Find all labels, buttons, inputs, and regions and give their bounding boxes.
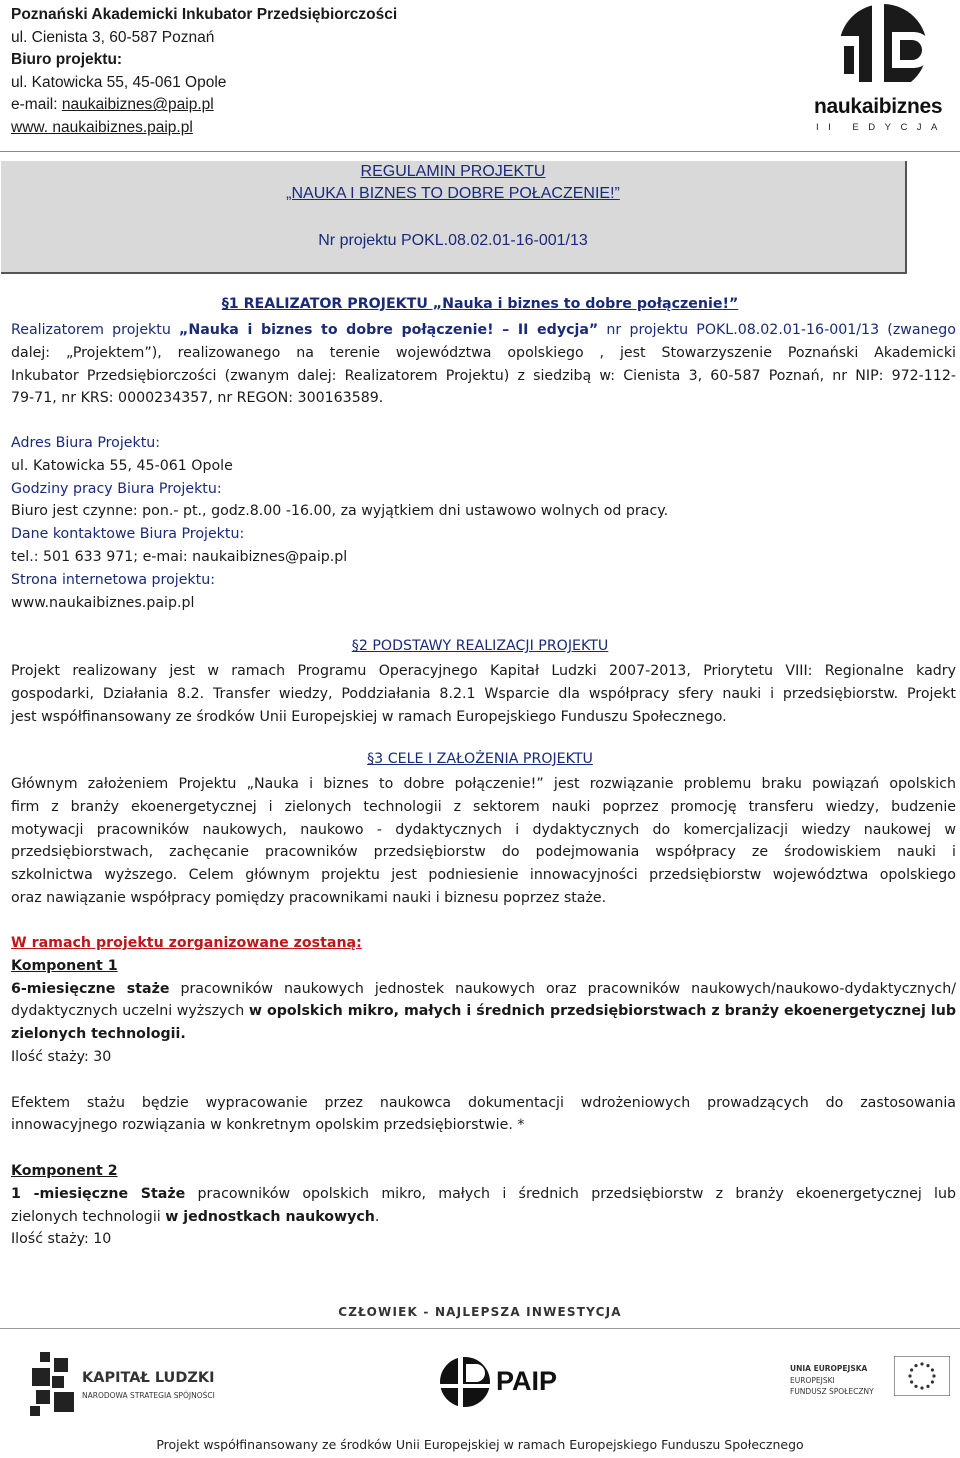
eu-name: UNIA EUROPEJSKA <box>790 1364 868 1373</box>
component1-title: Komponent 1 <box>11 957 118 974</box>
section1-line-1: Realizatorem projektu „Nauka i biznes to dobre połączenie! – II edycja” nr projektu POKL.08.02.01-16-001/13 (zwanego <box>11 322 956 338</box>
eu-fund-2: FUNDUSZ SPOŁECZNY <box>790 1387 874 1396</box>
section2-heading: §2 PODSTAWY REALIZACJI PROJEKTU <box>351 638 609 654</box>
header-address <box>11 4 397 140</box>
regulation-title: REGULAMIN PROJEKTU <box>360 163 546 180</box>
component2-count: Ilość staży: 10 <box>11 1231 112 1248</box>
section3-line-4: przedsiębiorstwach, zachęcanie pracowników przedsiębiorstw do podejmowania współpracy ze środowiskiem nauki i <box>11 844 956 861</box>
naukaibiznes-logo <box>808 2 958 140</box>
contact-heading: Dane kontaktowe Biura Projektu: <box>11 526 245 543</box>
title-box <box>1 161 907 274</box>
section2-line-2: gospodarki, Działania 8.2. Transfer wiedzy, Poddziałania 8.2.1 Wsparcie dla współpracy sfery nauki i przedsiębiorstw. Projekt <box>11 685 956 702</box>
hours-value: Biuro jest czynne: pon.- pt., godz.8.00 -16.00, za wyjątkiem dni ustawowo wolnych od pracy. <box>11 503 669 520</box>
section1-body <box>11 319 956 410</box>
email-line <box>11 94 397 117</box>
kl-name: KAPITAŁ LUDZKI <box>82 1370 215 1386</box>
section2-line-1: Projekt realizowany jest w ramach Programu Operacyjnego Kapitał Ludzki 2007-2013, Priorytetu VIII: Regionalne kadry <box>11 663 956 679</box>
eu-logo <box>780 1346 950 1426</box>
www-line <box>11 117 397 140</box>
logo-edition: II EDYCJA <box>816 122 947 133</box>
component1-line-2: dydaktycznych uczelni wyższych w opolskich mikro, małych i średnich przedsiębiorstwach z branży ekoenergetycznej lub <box>11 1003 956 1020</box>
component2-line-2: zielonych technologii w jednostkach naukowych. <box>11 1208 380 1225</box>
section1-line-3: Inkubator Przedsiębiorczości (zwanym dalej: Realizatorem Projektu) z siedzibą w: Cienista 3, 60-587 Poznań, nr NIP: 972-112- <box>11 367 956 384</box>
kl-emblem-icon <box>30 1352 78 1418</box>
contact-block <box>11 432 956 614</box>
header-divider <box>0 151 960 152</box>
component1-effect-line-1: Efektem stażu będzie wypracowanie przez naukowca dokumentacji wdrożeniowych prowadzących do zastosowania <box>11 1094 956 1111</box>
paip-wordmark: PAIP <box>496 1366 558 1396</box>
hours-heading: Godziny pracy Biura Projektu: <box>11 480 222 497</box>
kl-subtitle: NARODOWA STRATEGIA SPÓJNOŚCI <box>82 1391 215 1400</box>
section3-body <box>11 773 956 910</box>
section2-line-3: jest współfinansowany ze środków Unii Europejskiej w ramach Europejskiego Funduszu Społecznego. <box>11 708 727 725</box>
org-name: Poznański Akademicki Inkubator Przedsiębiorczości <box>11 6 398 23</box>
office-address-value: ul. Katowicka 55, 45-061 Opole <box>11 457 233 474</box>
section2-body <box>11 660 956 728</box>
project-name-title: „NAUKA I BIZNES TO DOBRE POŁACZENIE!” <box>286 185 620 202</box>
logo-wordmark: naukaibiznes <box>814 95 943 118</box>
spacer <box>11 1069 956 1092</box>
eu-fund-1: EUROPEJSKI <box>790 1376 835 1385</box>
footer-slogan: CZŁOWIEK - NAJLEPSZA INWESTYCJA <box>338 1305 622 1319</box>
spacer <box>11 1137 956 1160</box>
project-number: Nr projektu POKL.08.02.01-16-001/13 <box>318 232 588 249</box>
www-link[interactable]: www. naukaibiznes.paip.pl <box>11 118 193 136</box>
component1-line-3: zielonych technologii. <box>11 1026 186 1043</box>
section3-line-6: oraz nawiązanie współpracy pomiędzy pracownikami nauki i biznesu poprzez staże. <box>11 889 607 906</box>
component1-effect-line-2: innowacyjnego rozwiązania w konkretnym opolskim przedsiębiorstwie. * <box>11 1117 525 1134</box>
kapital-ludzki-logo <box>30 1346 230 1426</box>
components-intro: W ramach projektu zorganizowane zostaną: <box>11 935 362 951</box>
www-heading: Strona internetowa projektu: <box>11 571 215 588</box>
footer-cofinancing-note: Projekt współfinansowany ze środków Unii Europejskiej w ramach Europejskiego Funduszu Społecznego <box>156 1437 804 1452</box>
components-block <box>11 932 956 1251</box>
component2-title: Komponent 2 <box>11 1162 118 1179</box>
nb-logo-icon <box>808 2 958 94</box>
org-address: ul. Cienista 3, 60-587 Poznań <box>11 28 215 46</box>
footer-divider <box>0 1328 960 1329</box>
eu-flag-icon <box>894 1356 950 1396</box>
section1-heading: §1 REALIZATOR PROJEKTU „Nauka i biznes to dobre połączenie!” <box>221 296 739 312</box>
section3-line-2: firm z branży ekoenergetycznej i zielonych technologii z sektorem nauki poprzez promocję transferu wiedzy, budzenie <box>11 798 956 815</box>
contact-value: tel.: 501 633 971; e-mai: naukaibiznes@paip.pl <box>11 548 348 565</box>
office-label: Biuro projektu: <box>11 51 123 69</box>
www-value: www.naukaibiznes.paip.pl <box>11 594 195 611</box>
component1-count: Ilość staży: 30 <box>11 1048 112 1065</box>
component2-line-1: 1 -miesięczne Staże pracowników opolskich mikro, małych i średnich przedsiębiorstw z branży ekoenergetycznej lub <box>11 1185 956 1202</box>
office-address: ul. Katowicka 55, 45-061 Opole <box>11 73 227 91</box>
section1-line-2: dalej: „Projektem”), realizowanego na terenie województwa opolskiego , jest Stowarzyszenie Poznański Akademicki <box>11 344 956 361</box>
paip-logo <box>440 1346 560 1426</box>
office-heading: Adres Biura Projektu: <box>11 435 161 451</box>
component1-line-1: 6-miesięczne staże pracowników naukowych jednostek naukowych oraz pracowników naukowych/naukowo-dydaktycznych/ <box>11 980 957 997</box>
section3-line-1: Głównym założeniem Projektu „Nauka i biznes to dobre połączenie!” jest rozwiązanie problemu braku powiązań opolskich <box>11 776 956 792</box>
paip-emblem-icon <box>440 1354 490 1410</box>
section3-line-5: szkolnictwa wyższego. Celem głównym projektu jest podniesienie innowacyjności przedsiębiorstw województwa opolskiego <box>11 867 956 884</box>
project-name-inline: „Nauka i biznes to dobre połączenie! – II edycja” <box>179 322 599 338</box>
section3-heading: §3 CELE I ZAŁOŻENIA PROJEKTU <box>367 751 593 767</box>
section3-line-3: motywacji pracowników naukowych, naukowo - dydaktycznych i dydaktycznych do komercjalizacji wiedzy naukowej w <box>11 821 956 838</box>
email-link[interactable]: naukaibiznes@paip.pl <box>61 96 214 114</box>
email-prefix: e-mail: <box>11 96 62 114</box>
section1-line-4: 79-71, nr KRS: 0000234357, nr REGON: 300163589. <box>11 390 384 407</box>
